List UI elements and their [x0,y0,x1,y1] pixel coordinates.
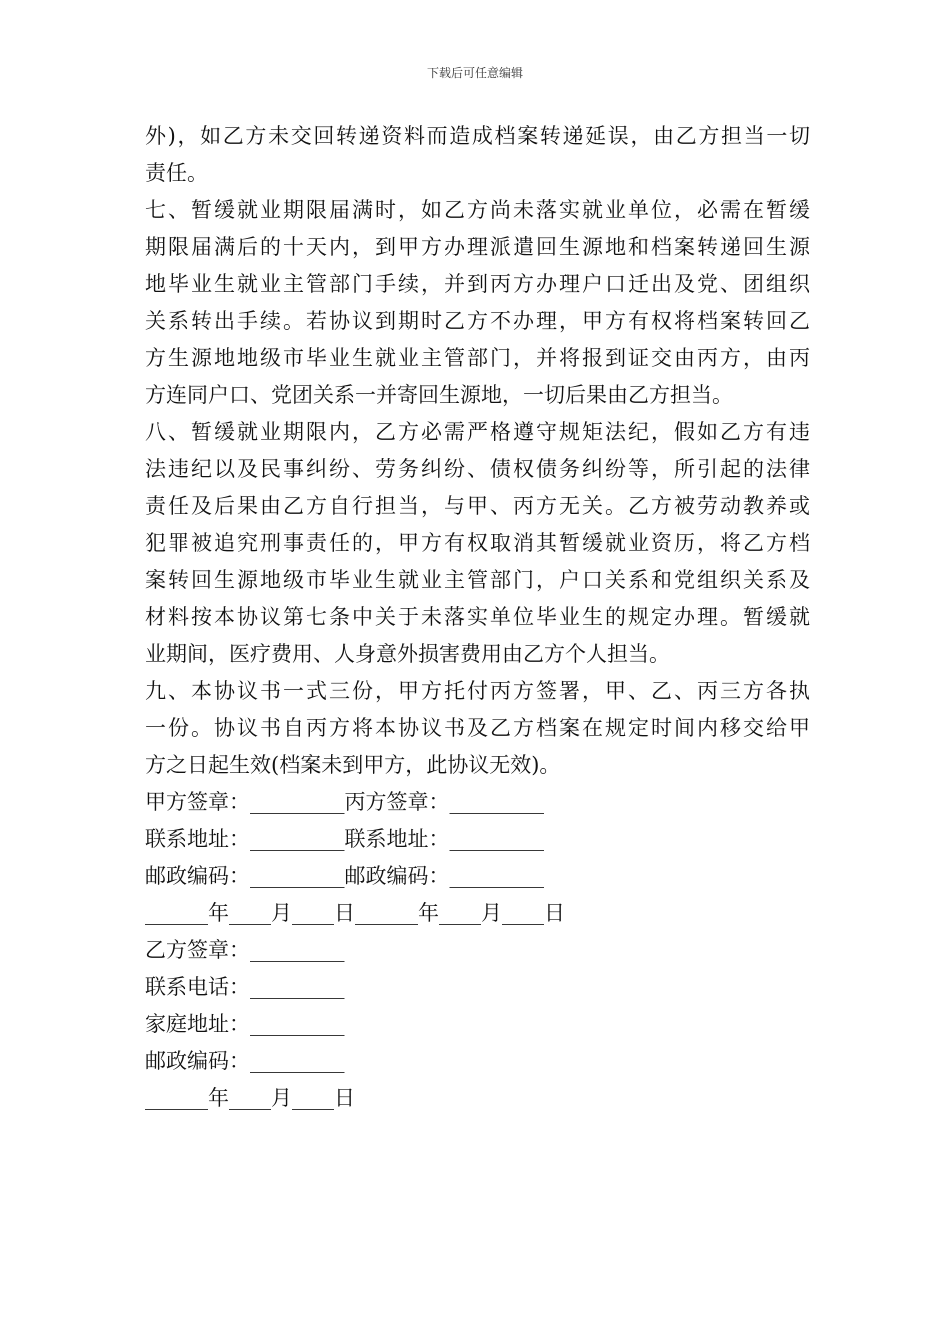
paragraph-line: 方之日起生效(档案未到甲方，此协议无效)。 [145,753,561,777]
date-line-party-a-c: ______年____月____日______年____月____日 [145,901,565,925]
document-body [145,118,810,1117]
paragraph-line: 材料按本协议第七条中关于未落实单位毕业生的规定办理。暂缓就 [145,605,810,629]
paragraph-line: 期限届满后的十天内，到甲方办理派遣回生源地和档案转递回生源 [145,235,810,259]
paragraph-line: 七、暂缓就业期限届满时，如乙方尚未落实就业单位，必需在暂缓 [145,198,810,222]
paragraph-line: 业期间，医疗费用、人身意外损害费用由乙方个人担当。 [145,642,670,666]
paragraph-line: 地毕业生就业主管部门手续，并到丙方办理户口迁出及党、团组织 [145,272,810,296]
paragraph-line: 方连同户口、党团关系一并寄回生源地，一切后果由乙方担当。 [145,383,733,407]
date-line-party-b: ______年____月____日 [145,1086,355,1110]
signature-line-party-a-c: 甲方签章：_________丙方签章：_________ [145,790,544,814]
paragraph-line: 责任及后果由乙方自行担当，与甲、丙方无关。乙方被劳动教养或 [145,494,810,518]
paragraph-line: 方生源地地级市毕业生就业主管部门，并将报到证交由丙方，由丙 [145,346,810,370]
paragraph-line: 责任。 [145,161,208,185]
home-address-line-party-b: 家庭地址：_________ [145,1012,345,1036]
postcode-line-party-b: 邮政编码：_________ [145,1049,345,1073]
paragraph-line: 九、本协议书一式三份，甲方托付丙方签署，甲、乙、丙三方各执 [145,679,810,703]
paragraph-line: 一份。协议书自丙方将本协议书及乙方档案在规定时间内移交给甲 [145,716,810,740]
postcode-line-party-a-c: 邮政编码：_________邮政编码：_________ [145,864,544,888]
address-line-party-a-c: 联系地址：_________联系地址：_________ [145,827,544,851]
paragraph-line: 关系转出手续。若协议到期时乙方不办理，甲方有权将档案转回乙 [145,309,810,333]
paragraph-line: 案转回生源地级市毕业生就业主管部门，户口关系和党组织关系及 [145,568,810,592]
paragraph-line: 八、暂缓就业期限内，乙方必需严格遵守规矩法纪，假如乙方有违 [145,420,810,444]
paragraph-line: 犯罪被追究刑事责任的，甲方有权取消其暂缓就业资历，将乙方档 [145,531,810,555]
paragraph-line: 外)，如乙方未交回转递资料而造成档案转递延误，由乙方担当一切 [145,124,810,148]
page-header: 下载后可任意编辑 [426,66,523,80]
signature-line-party-b: 乙方签章：_________ [145,938,345,962]
paragraph-line: 法违纪以及民事纠纷、劳务纠纷、债权债务纠纷等，所引起的法律 [145,457,810,481]
phone-line-party-b: 联系电话：_________ [145,975,345,999]
